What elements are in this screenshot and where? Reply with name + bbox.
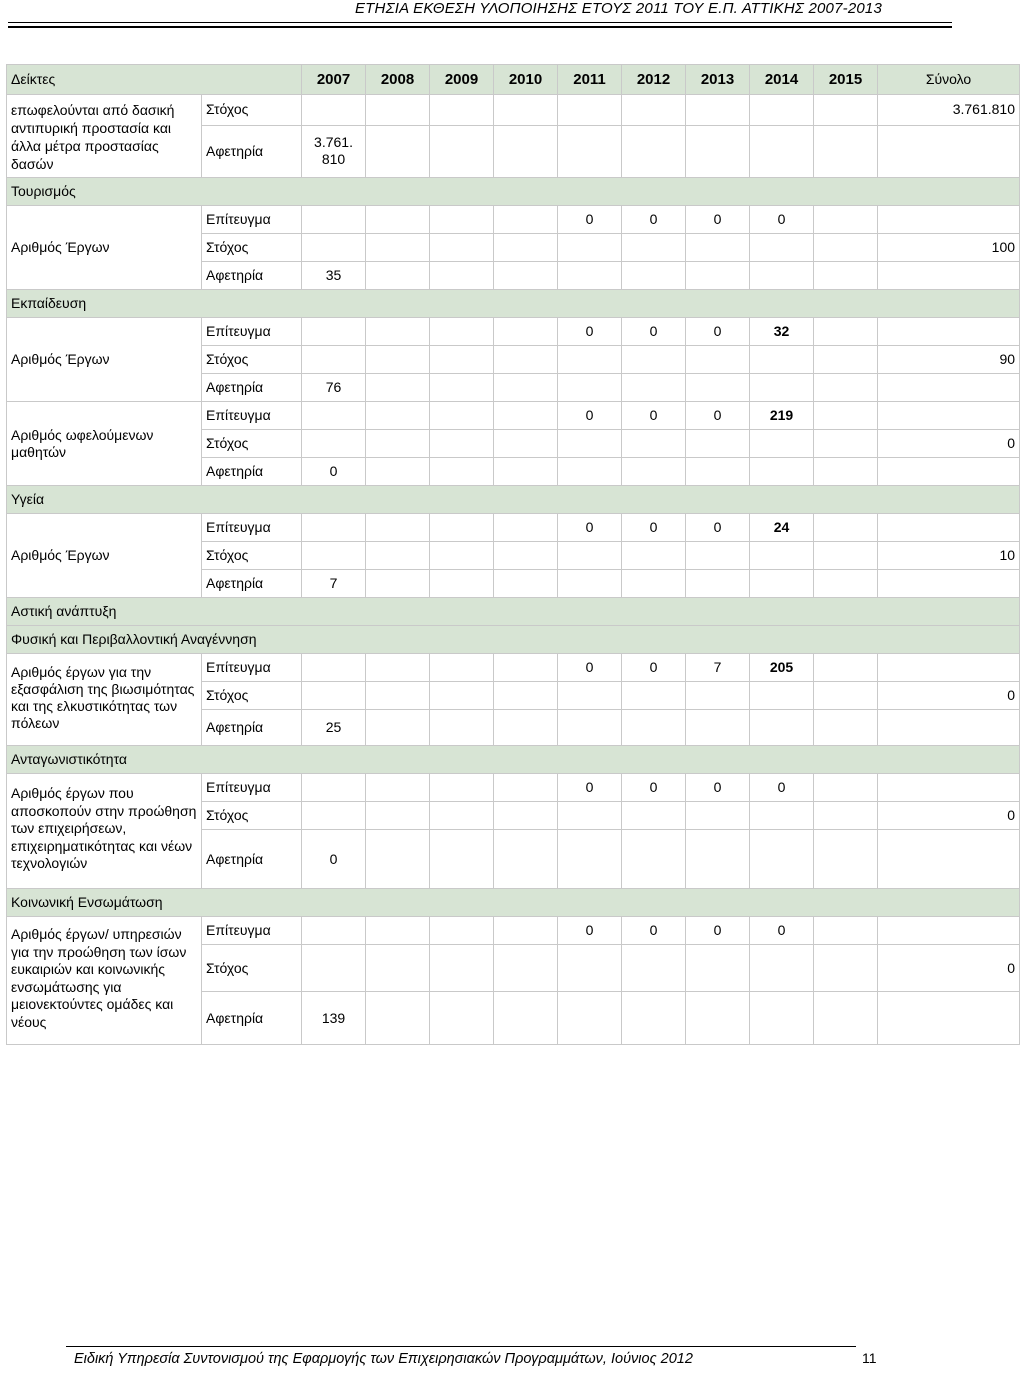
table-row bbox=[7, 514, 1020, 542]
target-total: 3.761.810 bbox=[878, 95, 1020, 126]
subsection-row bbox=[7, 626, 1020, 654]
indicator-label: Αριθμός έργων/ υπηρεσιών για την προώθηση των ίσων ευκαιριών και κοινωνικής ενσωμάτωσης για μειονεκτούντες ομάδες και νέους bbox=[7, 917, 202, 1045]
row-kind-baseline: Αφετηρία bbox=[202, 458, 302, 486]
target-total: 0 bbox=[878, 430, 1020, 458]
row-kind-achievement: Επίτευγμα bbox=[202, 318, 302, 346]
header-year: 2013 bbox=[686, 65, 750, 95]
page-number: 11 bbox=[862, 1350, 877, 1366]
section-title: Εκπαίδευση bbox=[7, 290, 1020, 318]
header-year: 2008 bbox=[366, 65, 430, 95]
achievement-value: 7 bbox=[686, 654, 750, 682]
row-kind-baseline: Αφετηρία bbox=[202, 125, 302, 177]
row-kind-target: Στόχος bbox=[202, 802, 302, 830]
achievement-value: 0 bbox=[558, 774, 622, 802]
row-kind-target: Στόχος bbox=[202, 945, 302, 992]
section-row bbox=[7, 290, 1020, 318]
baseline-2007: 139 bbox=[302, 992, 366, 1045]
achievement-value: 0 bbox=[622, 402, 686, 430]
row-kind-baseline: Αφετηρία bbox=[202, 570, 302, 598]
row-kind-baseline: Αφετηρία bbox=[202, 830, 302, 889]
achievement-value: 0 bbox=[750, 917, 814, 945]
row-kind-achievement: Επίτευγμα bbox=[202, 206, 302, 234]
achievement-value: 32 bbox=[750, 318, 814, 346]
achievement-value: 205 bbox=[750, 654, 814, 682]
target-total: 90 bbox=[878, 346, 1020, 374]
achievement-value: 0 bbox=[558, 402, 622, 430]
table-header-row bbox=[7, 65, 1020, 95]
baseline-2007: 0 bbox=[302, 830, 366, 889]
footer-text: Ειδική Υπηρεσία Συντονισμού της Εφαρμογής των Επιχειρησιακών Προγραμμάτων, Ιούνιος 2012 bbox=[74, 1351, 693, 1367]
table-row bbox=[7, 402, 1020, 430]
header-year: 2010 bbox=[494, 65, 558, 95]
row-kind-target: Στόχος bbox=[202, 542, 302, 570]
header-year: 2012 bbox=[622, 65, 686, 95]
indicator-label: Αριθμός Έργων bbox=[7, 514, 202, 598]
row-kind-baseline: Αφετηρία bbox=[202, 262, 302, 290]
document-header-title: ΕΤΗΣΙΑ ΕΚΘΕΣΗ ΥΛΟΠΟΙΗΣΗΣ ΕΤΟΥΣ 2011 ΤΟΥ Ε.Π. ΑΤΤΙΚΗΣ 2007-2013 bbox=[354, 0, 882, 17]
achievement-value: 0 bbox=[686, 402, 750, 430]
baseline-2007: 25 bbox=[302, 710, 366, 746]
section-title: Αστική ανάπτυξη bbox=[7, 598, 1020, 626]
row-kind-baseline: Αφετηρία bbox=[202, 992, 302, 1045]
row-kind-target: Στόχος bbox=[202, 234, 302, 262]
achievement-value: 0 bbox=[622, 654, 686, 682]
indicator-label: Αριθμός έργων για την εξασφάλιση της βιωσιμότητας και της ελκυστικότητας των πόλεων bbox=[7, 654, 202, 746]
section-row bbox=[7, 486, 1020, 514]
header-year: 2009 bbox=[430, 65, 494, 95]
row-kind-target: Στόχος bbox=[202, 430, 302, 458]
indicator-label: επωφελούνται από δασική αντιπυρική προστασία και άλλα μέτρα προστασίας δασών bbox=[7, 95, 202, 178]
indicator-label: Αριθμός ωφελούμενων μαθητών bbox=[7, 402, 202, 486]
achievement-value: 219 bbox=[750, 402, 814, 430]
table-row bbox=[7, 95, 1020, 126]
footer-rule bbox=[66, 1346, 856, 1347]
table-row bbox=[7, 318, 1020, 346]
achievement-value: 0 bbox=[558, 917, 622, 945]
section-title: Υγεία bbox=[7, 486, 1020, 514]
row-kind-target: Στόχος bbox=[202, 95, 302, 126]
row-kind-achievement: Επίτευγμα bbox=[202, 654, 302, 682]
indicator-label: Αριθμός Έργων bbox=[7, 206, 202, 290]
achievement-value: 0 bbox=[686, 206, 750, 234]
table-row bbox=[7, 654, 1020, 682]
baseline-2007: 35 bbox=[302, 262, 366, 290]
table-row bbox=[7, 206, 1020, 234]
table-row bbox=[7, 917, 1020, 945]
row-kind-achievement: Επίτευγμα bbox=[202, 402, 302, 430]
achievement-value: 0 bbox=[622, 917, 686, 945]
indicator-label: Αριθμός έργων που αποσκοπούν στην προώθηση των επιχειρήσεων, επιχειρηματικότητας και νέων τεχνολογιών bbox=[7, 774, 202, 889]
baseline-2007: 7 bbox=[302, 570, 366, 598]
achievement-value: 0 bbox=[622, 774, 686, 802]
achievement-value: 0 bbox=[558, 206, 622, 234]
row-kind-achievement: Επίτευγμα bbox=[202, 917, 302, 945]
row-kind-achievement: Επίτευγμα bbox=[202, 514, 302, 542]
achievement-value: 24 bbox=[750, 514, 814, 542]
achievement-value: 0 bbox=[558, 318, 622, 346]
section-title: Κοινωνική Ενσωμάτωση bbox=[7, 889, 1020, 917]
target-total: 0 bbox=[878, 682, 1020, 710]
achievement-value: 0 bbox=[750, 774, 814, 802]
target-total: 0 bbox=[878, 802, 1020, 830]
row-kind-achievement: Επίτευγμα bbox=[202, 774, 302, 802]
header-year: 2015 bbox=[814, 65, 878, 95]
subsection-title: Φυσική και Περιβαλλοντική Αναγέννηση bbox=[7, 626, 1020, 654]
indicator-label: Αριθμός Έργων bbox=[7, 318, 202, 402]
achievement-value: 0 bbox=[558, 514, 622, 542]
section-title: Τουρισμός bbox=[7, 178, 1020, 206]
indicators-table bbox=[6, 64, 1020, 1045]
achievement-value: 0 bbox=[558, 654, 622, 682]
achievement-value: 0 bbox=[622, 514, 686, 542]
table-row bbox=[7, 774, 1020, 802]
achievement-value: 0 bbox=[622, 318, 686, 346]
achievement-value: 0 bbox=[686, 774, 750, 802]
section-title: Ανταγωνιστικότητα bbox=[7, 746, 1020, 774]
baseline-2007: 3.761. 810 bbox=[302, 125, 366, 177]
achievement-value: 0 bbox=[622, 206, 686, 234]
section-row bbox=[7, 178, 1020, 206]
header-year: 2014 bbox=[750, 65, 814, 95]
section-row bbox=[7, 889, 1020, 917]
header-year: 2007 bbox=[302, 65, 366, 95]
header-year: 2011 bbox=[558, 65, 622, 95]
achievement-value: 0 bbox=[686, 917, 750, 945]
header-rule-thick bbox=[8, 26, 952, 28]
baseline-2007: 76 bbox=[302, 374, 366, 402]
baseline-2007: 0 bbox=[302, 458, 366, 486]
section-row bbox=[7, 598, 1020, 626]
header-total: Σύνολο bbox=[878, 65, 1020, 95]
header-indicators: Δείκτες bbox=[7, 65, 302, 95]
row-kind-baseline: Αφετηρία bbox=[202, 374, 302, 402]
row-kind-target: Στόχος bbox=[202, 682, 302, 710]
header-rule bbox=[8, 22, 952, 23]
row-kind-target: Στόχος bbox=[202, 346, 302, 374]
section-row bbox=[7, 746, 1020, 774]
target-total: 100 bbox=[878, 234, 1020, 262]
achievement-value: 0 bbox=[686, 514, 750, 542]
target-total: 0 bbox=[878, 945, 1020, 992]
achievement-value: 0 bbox=[750, 206, 814, 234]
achievement-value: 0 bbox=[686, 318, 750, 346]
row-kind-baseline: Αφετηρία bbox=[202, 710, 302, 746]
target-total: 10 bbox=[878, 542, 1020, 570]
